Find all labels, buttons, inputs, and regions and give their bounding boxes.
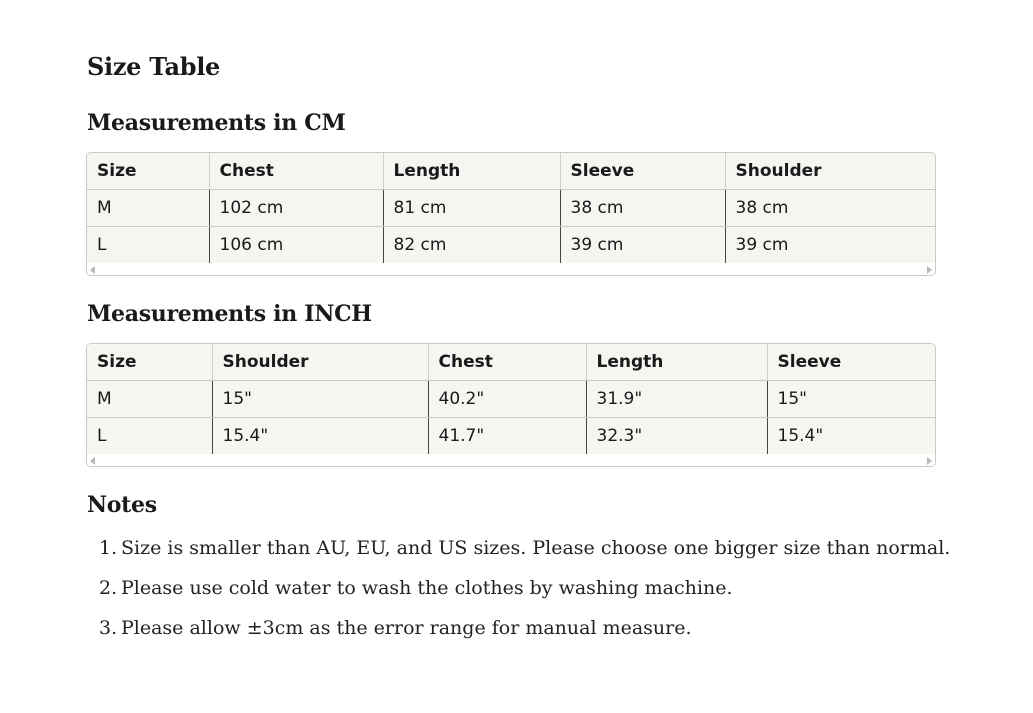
notes-title: Notes <box>87 492 157 518</box>
cm-section-title: Measurements in CM <box>87 110 346 136</box>
scroll-left-arrow-icon[interactable] <box>90 457 95 465</box>
scroll-left-arrow-icon[interactable] <box>90 266 95 274</box>
list-item <box>99 574 950 614</box>
list-item-text: Size is smaller than AU, EU, and US sizes. Please choose one bigger size than normal. <box>121 537 951 559</box>
table-header-row <box>87 344 935 381</box>
column-header: Size <box>87 344 212 381</box>
table-cell: 102 cm <box>209 190 383 227</box>
scroll-right-arrow-icon[interactable] <box>927 266 932 274</box>
horizontal-scrollbar[interactable] <box>87 263 935 275</box>
table-cell: 38 cm <box>560 190 725 227</box>
column-header: Sleeve <box>560 153 725 190</box>
table-header-row <box>87 153 935 190</box>
list-item <box>99 614 950 654</box>
table-cell: 15.4" <box>212 418 428 455</box>
notes-list <box>99 534 951 654</box>
table-cell: L <box>87 418 212 455</box>
table-cell: 40.2" <box>428 381 586 418</box>
list-item-text: Please use cold water to wash the clothes by washing machine. <box>121 577 733 599</box>
page-title: Size Table <box>87 52 220 81</box>
inch-table-container <box>86 343 936 467</box>
table-row <box>87 190 935 227</box>
column-header: Sleeve <box>767 344 935 381</box>
column-header: Shoulder <box>212 344 428 381</box>
table-cell: 106 cm <box>209 227 383 264</box>
inch-section-title: Measurements in INCH <box>87 301 372 327</box>
horizontal-scrollbar[interactable] <box>87 454 935 466</box>
scroll-right-arrow-icon[interactable] <box>927 457 932 465</box>
table-cell: 15" <box>767 381 935 418</box>
column-header: Chest <box>209 153 383 190</box>
table-row <box>87 418 935 455</box>
list-item <box>99 534 951 574</box>
list-item-number: 1. <box>99 537 118 559</box>
table-cell: 15" <box>212 381 428 418</box>
column-header: Shoulder <box>725 153 935 190</box>
column-header: Size <box>87 153 209 190</box>
table-cell: 82 cm <box>383 227 560 264</box>
inch-size-table <box>87 344 935 454</box>
table-cell: 81 cm <box>383 190 560 227</box>
table-cell: M <box>87 381 212 418</box>
cm-size-table <box>87 153 935 263</box>
column-header: Length <box>586 344 767 381</box>
table-cell: 39 cm <box>560 227 725 264</box>
table-cell: 39 cm <box>725 227 935 264</box>
table-cell: 15.4" <box>767 418 935 455</box>
table-row <box>87 381 935 418</box>
table-cell: 38 cm <box>725 190 935 227</box>
column-header: Length <box>383 153 560 190</box>
list-item-number: 2. <box>99 577 118 599</box>
table-cell: 31.9" <box>586 381 767 418</box>
table-cell: M <box>87 190 209 227</box>
table-cell: L <box>87 227 209 264</box>
list-item-text: Please allow ±3cm as the error range for manual measure. <box>121 617 692 639</box>
list-item-number: 3. <box>99 617 118 639</box>
column-header: Chest <box>428 344 586 381</box>
table-row <box>87 227 935 264</box>
cm-table-container <box>86 152 936 276</box>
table-cell: 41.7" <box>428 418 586 455</box>
table-cell: 32.3" <box>586 418 767 455</box>
